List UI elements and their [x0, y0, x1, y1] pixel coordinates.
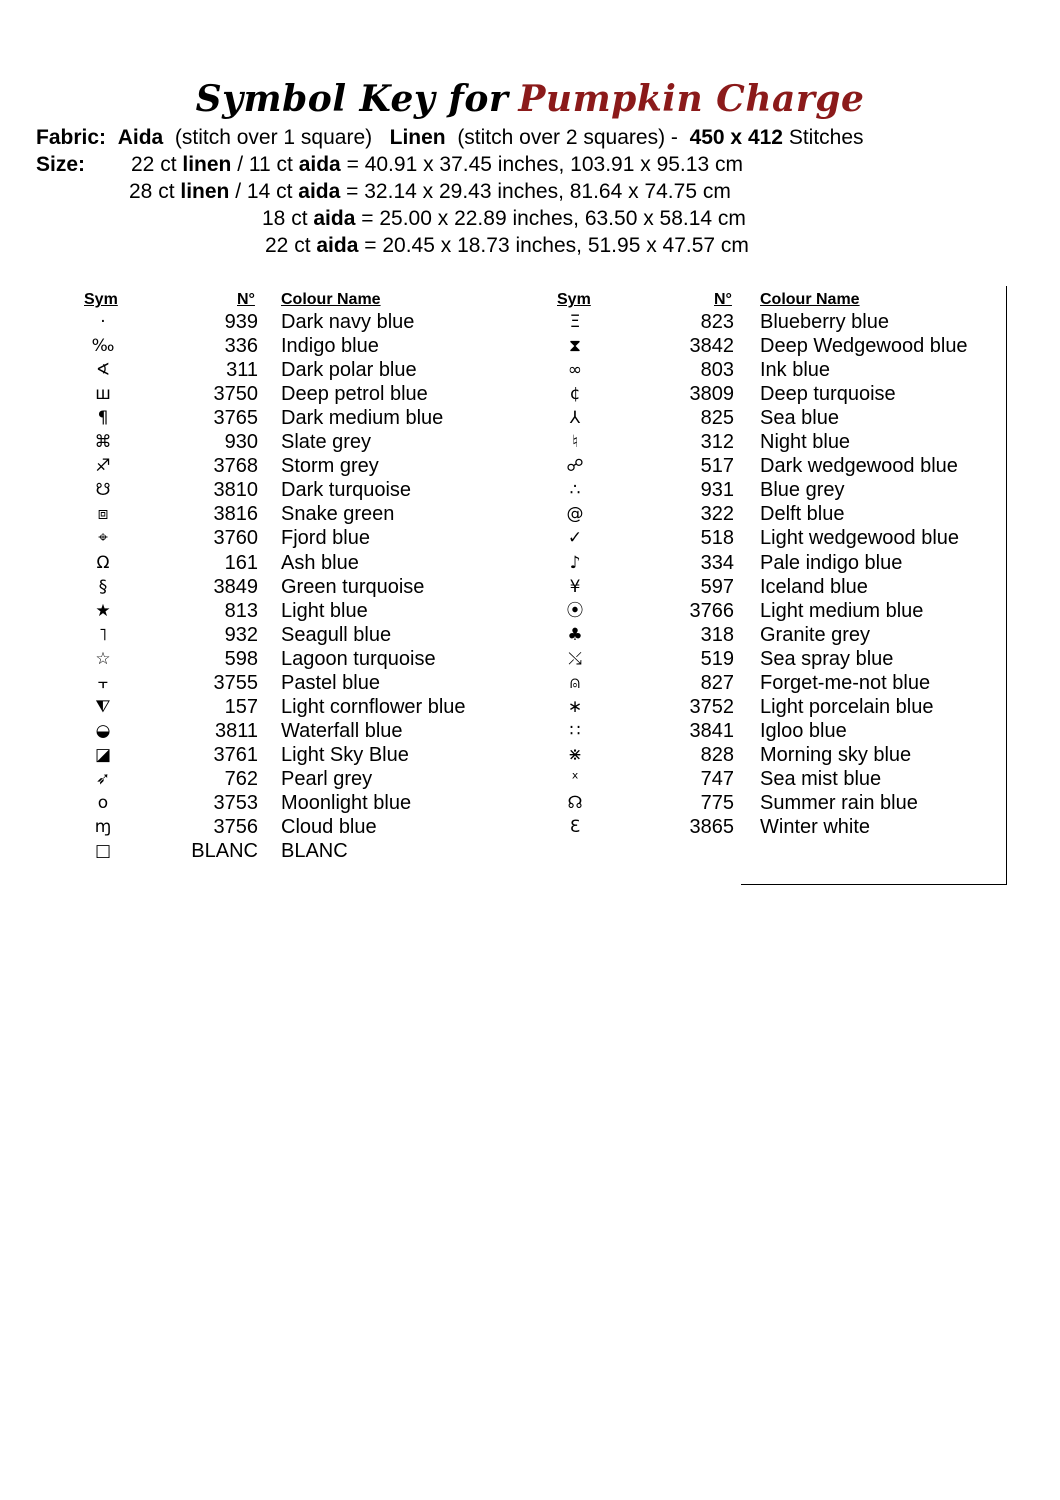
- fabric-line: [36, 126, 864, 150]
- colour-name: Winter white: [760, 816, 871, 839]
- size-line: 18 ct aida = 25.00 x 22.89 inches, 63.50 x 58.14 cm: [262, 207, 746, 230]
- stitch-symbol-icon: ⤯: [568, 648, 582, 669]
- colour-name: Pearl grey: [281, 767, 373, 790]
- colour-name: Morning sky blue: [760, 743, 912, 766]
- stitch-symbol-icon: ⫟: [97, 672, 109, 693]
- colour-name: Light cornflower blue: [281, 695, 466, 718]
- colour-name: Blue grey: [760, 479, 845, 502]
- stitch-symbol-icon: Ω: [96, 552, 110, 573]
- fabric-linen: Linen: [389, 126, 446, 149]
- floss-number: 823: [700, 311, 734, 333]
- colour-name: Dark turquoise: [281, 479, 412, 502]
- colour-name: Iceland blue: [760, 575, 868, 598]
- page-title: [0, 78, 1060, 120]
- colour-name: Light Sky Blue: [281, 743, 409, 766]
- colour-name: Delft blue: [760, 503, 845, 526]
- header-sym: Sym: [557, 291, 591, 308]
- floss-number: 825: [700, 407, 734, 430]
- stitch-symbol-icon: ♮: [571, 432, 579, 453]
- stitch-symbol-icon: ☊: [567, 793, 583, 813]
- stitch-count: 450 x 412: [689, 126, 783, 149]
- stitch-symbol-icon: ➶: [95, 768, 111, 789]
- floss-number: 518: [700, 527, 734, 550]
- floss-number: 827: [700, 671, 734, 694]
- fabric-linen-note: (stitch over 2 squares) -: [457, 126, 678, 149]
- stitch-symbol-icon: Ξ: [569, 312, 581, 332]
- colour-name: Seagull blue: [281, 623, 392, 646]
- stitch-symbol-icon: ⋇: [567, 744, 583, 765]
- stitch-count-label: Stitches: [788, 126, 864, 149]
- stitch-symbol-icon: §: [98, 576, 108, 597]
- floss-number: 3766: [689, 599, 734, 622]
- colour-name: Forget-me-not blue: [760, 671, 931, 694]
- stitch-symbol-icon: ☋: [95, 480, 111, 501]
- floss-number: BLANC: [191, 840, 258, 863]
- floss-number: 3765: [213, 407, 258, 430]
- colour-name: BLANC: [281, 840, 348, 863]
- colour-name: Storm grey: [281, 455, 379, 478]
- stitch-symbol-icon: ⧨: [95, 696, 111, 717]
- colour-name: Sea blue: [760, 407, 839, 430]
- colour-name: Deep turquoise: [760, 383, 896, 406]
- stitch-symbol-icon: ∗: [567, 696, 583, 717]
- stitch-symbol-icon: ♪: [569, 552, 581, 573]
- stitch-symbol-icon: ∞: [567, 360, 583, 381]
- floss-number: 3816: [213, 503, 258, 526]
- size-line: 28 ct linen / 14 ct aida = 32.14 x 29.43 inches, 81.64 x 74.75 cm: [129, 180, 731, 203]
- stitch-symbol-icon: ⧈: [97, 504, 109, 525]
- floss-number: 3761: [213, 743, 258, 766]
- floss-number: 3753: [213, 792, 258, 814]
- stitch-symbol-icon: @: [566, 504, 584, 525]
- stitch-symbol-icon: o: [97, 793, 109, 813]
- stitch-symbol-icon: ♐: [95, 456, 111, 477]
- colour-name: Indigo blue: [281, 335, 379, 358]
- colour-name: Deep petrol blue: [281, 383, 428, 406]
- colour-name: Dark medium blue: [281, 407, 444, 430]
- floss-number: 322: [700, 503, 734, 526]
- colour-name: Dark navy blue: [281, 311, 415, 333]
- stitch-symbol-icon: ★: [95, 600, 111, 621]
- floss-number: 311: [226, 359, 258, 382]
- stitch-symbol-icon: ∴: [569, 480, 581, 501]
- floss-number: 932: [224, 623, 258, 646]
- floss-number: 597: [700, 575, 734, 598]
- stitch-symbol-icon: Ɛ: [569, 817, 581, 838]
- fabric-label: Fabric:: [36, 126, 107, 149]
- right-border-line: [1006, 286, 1007, 885]
- colour-name: Ink blue: [760, 359, 831, 382]
- stitch-symbol-icon: ⌘: [94, 432, 112, 453]
- fabric-aida: Aida: [117, 126, 164, 149]
- stitch-symbol-icon: ⧗: [569, 336, 581, 357]
- floss-number: 3755: [213, 671, 258, 694]
- floss-number: 318: [700, 623, 734, 646]
- floss-number: 775: [700, 792, 734, 814]
- colour-name: Light wedgewood blue: [760, 527, 960, 550]
- title-pattern-name: Pumpkin Charge: [518, 78, 865, 120]
- floss-number: 828: [700, 743, 734, 766]
- colour-name: Dark polar blue: [281, 359, 417, 382]
- colour-name: Light medium blue: [760, 599, 924, 622]
- stitch-symbol-icon: ш: [95, 384, 111, 405]
- stitch-symbol-icon: ⦿: [566, 600, 584, 621]
- colour-name: Cloud blue: [281, 816, 377, 839]
- floss-number: 3752: [689, 695, 734, 718]
- floss-number: 747: [700, 767, 734, 790]
- floss-number: 3809: [689, 383, 734, 406]
- floss-number: 3750: [213, 383, 258, 406]
- floss-number: 930: [224, 431, 258, 454]
- floss-number: 598: [224, 647, 258, 670]
- stitch-symbol-icon: □: [94, 841, 112, 862]
- floss-number: 312: [700, 431, 734, 454]
- floss-number: 939: [224, 311, 258, 333]
- stitch-symbol-icon: ☍: [566, 456, 584, 477]
- stitch-symbol-icon: ɱ: [94, 817, 112, 838]
- colour-name: Ash blue: [281, 551, 359, 574]
- floss-number: 3756: [213, 816, 258, 839]
- floss-number: 3842: [689, 335, 734, 358]
- stitch-symbol-icon: ⅄: [569, 408, 581, 429]
- stitch-symbol-icon: ◪: [94, 744, 112, 765]
- colour-name: Light porcelain blue: [760, 695, 934, 718]
- floss-number: 3811: [214, 719, 258, 742]
- floss-number: 3849: [213, 575, 258, 598]
- stitch-symbol-icon: ⌖: [98, 528, 108, 549]
- stitch-symbol-icon: ◒: [95, 720, 111, 741]
- stitch-symbol-icon: ☆: [95, 648, 111, 669]
- size-label: Size:: [36, 153, 86, 176]
- header-sym: Sym: [84, 291, 118, 308]
- colour-name: Deep Wedgewood blue: [760, 335, 968, 358]
- floss-number: 517: [700, 455, 734, 478]
- stitch-symbol-icon: ♣: [567, 624, 583, 645]
- colour-name: Night blue: [760, 431, 851, 454]
- colour-name: Pastel blue: [281, 671, 380, 694]
- stitch-symbol-icon: ¶: [97, 408, 109, 429]
- header-num: N°: [714, 291, 732, 308]
- colour-name: Snake green: [281, 503, 395, 526]
- colour-name: Lagoon turquoise: [281, 647, 436, 670]
- colour-name: Granite grey: [760, 623, 871, 646]
- floss-number: 336: [224, 335, 258, 358]
- stitch-symbol-icon: ∷: [569, 720, 581, 741]
- colour-name: Igloo blue: [760, 719, 847, 742]
- header-colour-name: Colour Name: [281, 291, 381, 308]
- header-num: N°: [237, 291, 255, 308]
- stitch-symbol-icon: ∢: [95, 360, 111, 381]
- colour-name: Blueberry blue: [760, 311, 889, 333]
- stitch-symbol-icon: ·: [100, 312, 106, 332]
- colour-name: Sea mist blue: [760, 767, 882, 790]
- size-line: 22 ct aida = 20.45 x 18.73 inches, 51.95 x 47.57 cm: [265, 234, 749, 257]
- floss-number: 931: [700, 479, 734, 502]
- floss-number: 3865: [689, 816, 734, 839]
- stitch-symbol-icon: ˥: [98, 624, 108, 645]
- floss-number: 334: [700, 551, 734, 574]
- fabric-aida-note: (stitch over 1 square): [174, 126, 373, 149]
- colour-name: Green turquoise: [281, 575, 425, 598]
- colour-name: Slate grey: [281, 431, 372, 454]
- colour-name: Light blue: [281, 599, 368, 622]
- floss-number: 813: [224, 599, 258, 622]
- floss-number: 3768: [213, 455, 258, 478]
- colour-name: Waterfall blue: [281, 719, 403, 742]
- floss-number: 161: [224, 551, 258, 574]
- floss-number: 803: [700, 359, 734, 382]
- floss-number: 3810: [213, 479, 258, 502]
- stitch-symbol-icon: ‰: [91, 336, 115, 357]
- floss-number: 3841: [689, 719, 734, 742]
- title-prefix: Symbol Key for: [195, 78, 509, 120]
- stitch-symbol-icon: ⍝: [569, 672, 581, 693]
- colour-name: Sea spray blue: [760, 647, 894, 670]
- colour-name: Pale indigo blue: [760, 551, 903, 574]
- stitch-symbol-icon: ¥: [569, 576, 581, 597]
- stitch-symbol-icon: ✓: [567, 528, 583, 549]
- header-colour-name: Colour Name: [760, 291, 860, 308]
- colour-name: Fjord blue: [281, 527, 370, 550]
- floss-number: 3760: [213, 527, 258, 550]
- bottom-border-line: [741, 884, 1007, 885]
- floss-number: 762: [224, 767, 258, 790]
- stitch-symbol-icon: ˣ: [571, 768, 579, 789]
- stitch-symbol-icon: ¢: [569, 384, 581, 405]
- colour-name: Moonlight blue: [281, 792, 412, 814]
- colour-name: Summer rain blue: [760, 792, 918, 814]
- size-line: 22 ct linen / 11 ct aida = 40.91 x 37.45 inches, 103.91 x 95.13 cm: [131, 153, 743, 176]
- floss-number: 519: [700, 647, 734, 670]
- colour-name: Dark wedgewood blue: [760, 455, 958, 478]
- floss-number: 157: [224, 695, 258, 718]
